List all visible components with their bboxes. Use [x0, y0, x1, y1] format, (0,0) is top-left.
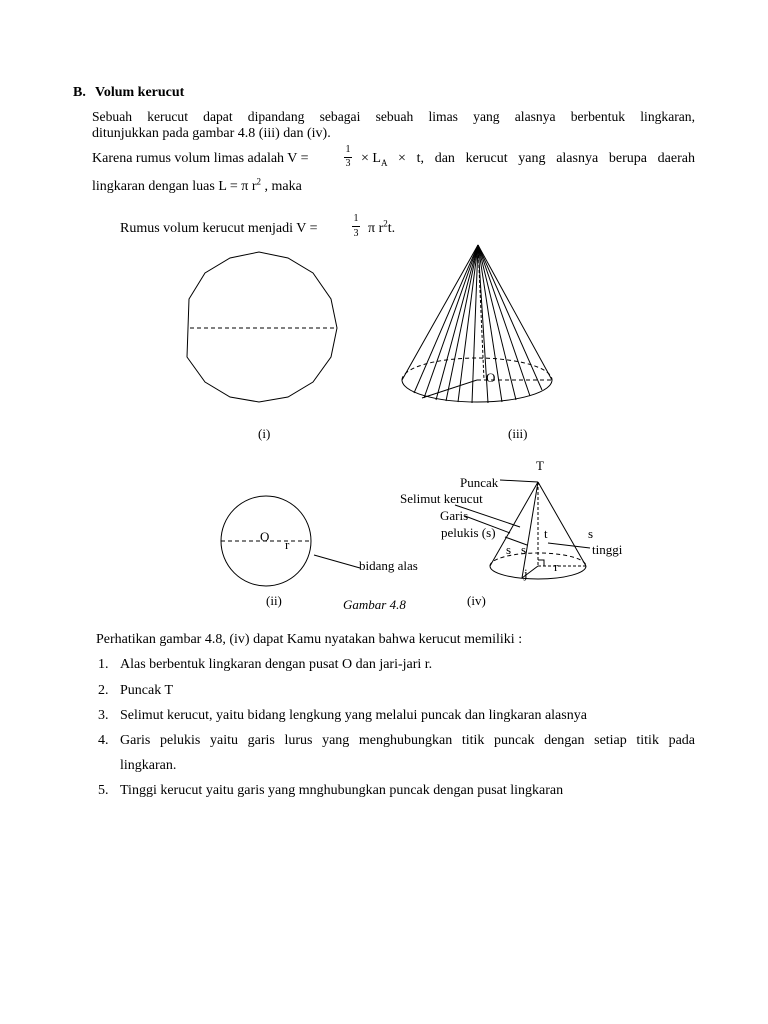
cone-iii-generator [436, 245, 478, 400]
note-num-1: 1. [98, 657, 109, 672]
slant-s-left: s [506, 542, 512, 557]
tinggi-pointer [548, 543, 590, 548]
section-label: B. [73, 85, 86, 100]
tinggi-label: tinggi [592, 542, 623, 557]
cone-iii-base-front [402, 380, 552, 402]
puncak-pointer [500, 480, 538, 482]
formula-frac-num: 1 [353, 213, 359, 224]
cone-iii-generator [478, 245, 552, 380]
section-title: Volum kerucut [95, 85, 185, 100]
slant-s-right: s [588, 526, 594, 541]
note-num-5: 5. [98, 783, 109, 798]
cone-iii [402, 245, 552, 403]
garis-label: Garis [440, 508, 469, 523]
cone-iv-j-label: j [524, 566, 528, 581]
formula-tail: t. [387, 221, 396, 236]
pelukis-label: pelukis (s) [441, 525, 496, 540]
intro-mid-text: × L [361, 151, 381, 166]
intro-line-4-prefix: lingkaran dengan luas L = π r [92, 179, 257, 194]
cone-iv-base-front [490, 566, 586, 579]
cone-apex-T: T [536, 458, 544, 473]
intro-line-3-suffix: × t, dan kerucut yang alasnya berupa daerah [398, 151, 695, 166]
height-t-label: t [544, 526, 548, 541]
note-text-4: Garis pelukis yaitu garis lurus yang menghubungkan titik puncak dengan setiap titik pada [120, 733, 695, 748]
figure-caption: Gambar 4.8 [343, 597, 406, 612]
notes-intro: Perhatikan gambar 4.8, (iv) dapat Kamu nyatakan bahwa kerucut memiliki : [96, 632, 523, 647]
note-text-5: Tinggi kerucut yaitu garis yang mnghubungkan puncak dengan pusat lingkaran [120, 783, 564, 798]
formula-prefix: Rumus volum kerucut menjadi V = [120, 221, 318, 236]
note-text-4-cont: lingkaran. [120, 758, 177, 773]
note-text-2: Puncak T [120, 683, 174, 698]
note-num-3: 3. [98, 708, 109, 723]
cone-iv-r-label: r [554, 559, 559, 574]
intro-frac-den: 3 [345, 158, 351, 169]
note-text-1: Alas berbentuk lingkaran dengan pusat O dan jari-jari r. [120, 657, 433, 672]
fig-label-iii: (iii) [508, 426, 528, 441]
cone-iii-o-label: O [486, 370, 496, 385]
fig-label-i: (i) [258, 426, 271, 441]
intro-line-4-suffix: , maka [261, 179, 302, 194]
selimut-label: Selimut kerucut [400, 491, 483, 506]
fig-label-ii: (ii) [266, 593, 282, 608]
intro-line-3-prefix: Karena rumus volum limas adalah V = [92, 151, 309, 166]
intro-frac-num: 1 [345, 144, 351, 155]
puncak-label: Puncak [460, 475, 499, 490]
intro-line-4-sup: 2 [256, 176, 262, 187]
formula-sup: 2 [383, 218, 388, 229]
note-num-2: 2. [98, 683, 109, 698]
bidang-alas-pointer [314, 555, 360, 568]
polygon-base [187, 252, 337, 402]
note-text-3: Selimut kerucut, yaitu bidang lengkung yang melalui puncak dan lingkaran alasnya [120, 708, 587, 723]
fig-label-iv: (iv) [467, 593, 486, 608]
intro-line-2: ditunjukkan pada gambar 4.8 (iii) dan (iv). [92, 126, 331, 141]
circle-r-label: r [285, 537, 290, 552]
formula-frac-den: 3 [353, 228, 359, 239]
cone-iv-right-angle [538, 560, 544, 566]
cone-iii-generator [478, 245, 542, 390]
intro-sub-a: A [380, 157, 388, 168]
note-num-4: 4. [98, 733, 109, 748]
bidang-alas-label: bidang alas [359, 558, 418, 573]
cone-iii-generator [402, 245, 478, 380]
circle-o-label: O [260, 529, 270, 544]
intro-line-1: Sebuah kerucut dapat dipandang sebagai sebuah limas yang alasnya berbentuk lingkaran, [92, 109, 695, 124]
slant-s-mid: s [521, 542, 527, 557]
formula-pi-r: π r [368, 221, 384, 236]
